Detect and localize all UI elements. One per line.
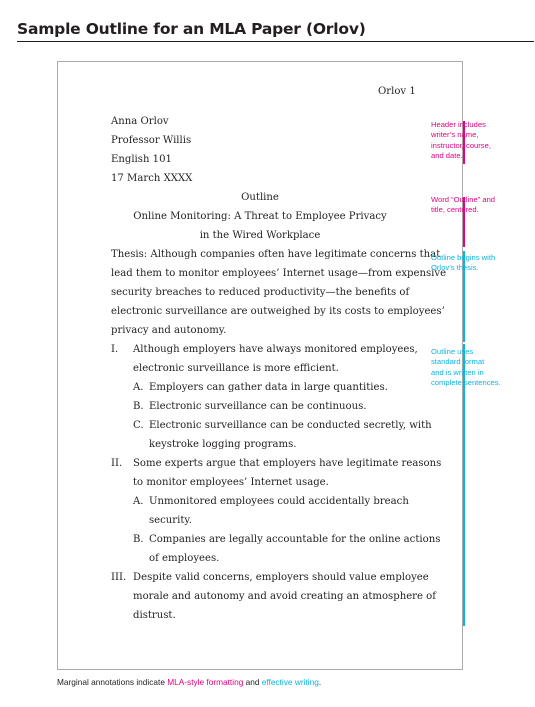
caption-suffix: . <box>318 677 322 687</box>
outline-point-line: Although employers have always monitored employees, <box>133 344 418 355</box>
thesis-line-1: Thesis: Although companies often have legitimate concerns that <box>111 249 441 260</box>
title-line-1: Online Monitoring: A Threat to Employee Privacy <box>133 211 387 222</box>
thesis-line-3: security breaches to reduced productivity—the benefits of <box>111 287 410 298</box>
outline-numeral: II. <box>111 458 123 469</box>
thesis-line-2: lead them to monitor employees’ Internet usage—from expensive <box>111 268 447 279</box>
annotation-thesis-line: Outline begins with <box>431 253 496 262</box>
annotation-format-line: and is written in <box>431 367 484 377</box>
subpoint-line: security. <box>149 515 192 526</box>
thesis-line-4: electronic surveillance are outweighed by its costs to employees’ <box>111 306 445 317</box>
paper-date: 17 March XXXX <box>111 173 193 184</box>
annotation-header-line: and date. <box>431 151 463 161</box>
annotation-format-line: Outline uses <box>431 347 474 356</box>
outline-point-line: Some experts argue that employers have legitimate reasons <box>133 458 442 469</box>
paper-page <box>57 61 463 670</box>
subpoint-line: Electronic surveillance can be conducted secretly, with <box>149 420 432 431</box>
caption-middle: and <box>243 677 262 687</box>
annotation-header-line: writer’s name, <box>431 130 479 140</box>
title-line-2: in the Wired Workplace <box>199 230 321 241</box>
annotation-format-line: complete sentences. <box>431 378 501 388</box>
subpoint-line: Electronic surveillance can be continuous. <box>149 401 367 412</box>
subpoint-line: Unmonitored employees could accidentally breach <box>149 496 409 507</box>
student-name: Anna Orlov <box>111 116 169 127</box>
outline-point-line: to monitor employees’ Internet usage. <box>133 477 329 488</box>
running-head: Orlov 1 <box>378 86 416 97</box>
annotation-header-line: Header includes <box>431 120 486 129</box>
subpoint-letter: B. <box>133 401 144 412</box>
subpoint-letter: B. <box>133 534 144 545</box>
annotation-thesis-line: Orlov’s thesis. <box>431 263 479 273</box>
outline-label: Outline <box>241 192 279 203</box>
subpoint-line: Employers can gather data in large quantities. <box>149 382 388 393</box>
annotation-format-line: standard format <box>431 357 485 367</box>
subpoint-letter: A. <box>133 382 144 393</box>
caption <box>57 677 321 687</box>
outline-numeral: III. <box>111 572 127 583</box>
caption-prefix: Marginal annotations indicate <box>57 677 168 687</box>
outline-point-line: distrust. <box>133 610 176 621</box>
heading-rule <box>17 41 534 42</box>
subpoint-line: Companies are legally accountable for the online actions <box>149 534 441 545</box>
subpoint-line: keystroke logging programs. <box>149 439 297 450</box>
caption-format-text: MLA-style formatting <box>167 677 244 687</box>
outline-numeral: I. <box>111 344 119 355</box>
thesis-line-5: privacy and autonomy. <box>111 325 227 336</box>
outline-point-line: electronic surveillance is more efficient. <box>133 363 339 374</box>
outline-point-line: morale and autonomy and avoid creating an atmosphere of <box>133 591 436 602</box>
annotation-title-line: Word “Outline” and <box>431 195 496 204</box>
annotation-header-line: instructor, course, <box>431 140 491 150</box>
caption-writing-text: effective writing <box>261 677 319 687</box>
instructor-name: Professor Willis <box>111 135 192 146</box>
course-name: English 101 <box>111 154 172 165</box>
subpoint-line: of employees. <box>149 553 220 564</box>
annotation-title-line: title, centered. <box>431 205 479 215</box>
subpoint-letter: A. <box>133 496 144 507</box>
outline-point-line: Despite valid concerns, employers should value employee <box>133 572 429 583</box>
page-heading: Sample Outline for an MLA Paper (Orlov) <box>17 20 366 38</box>
subpoint-letter: C. <box>133 420 144 431</box>
